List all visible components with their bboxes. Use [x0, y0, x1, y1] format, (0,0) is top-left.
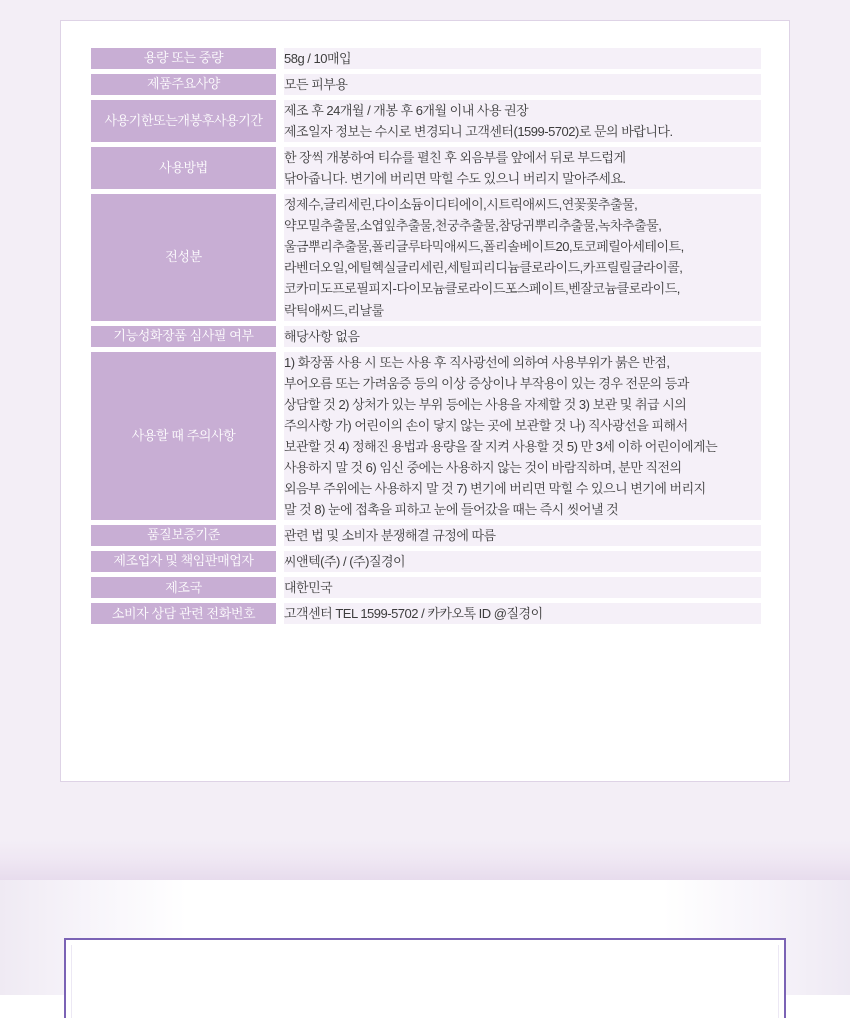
spec-value-line: 정제수,글리세린,다이소듐이디티에이,시트릭애씨드,연꽃꽃추출물,: [284, 197, 638, 213]
spec-row-label: 제조국: [91, 577, 276, 598]
spec-row-value: [284, 194, 761, 320]
product-spec-table: [91, 43, 761, 629]
spec-value-line: 제조일자 정보는 수시로 변경되니 고객센터(1599-5702)로 문의 바랍니다.: [284, 124, 673, 140]
spec-row-spacer: [276, 352, 284, 520]
spec-value-line: 주의사항 가) 어린이의 손이 닿지 않는 곳에 보관할 것 나) 직사광선을 피해서: [284, 417, 688, 433]
spec-value-line: 외음부 주위에는 사용하지 말 것 7) 변기에 버리면 막힐 수 있으니 변기에 버리지: [284, 480, 706, 496]
spec-value-line: 제조 후 24개월 / 개봉 후 6개월 이내 사용 권장: [284, 103, 529, 119]
spec-row-label: 사용방법: [91, 147, 276, 189]
spec-row-label: 제품주요사양: [91, 74, 276, 95]
spec-row-value: [284, 48, 761, 69]
spec-row: [91, 352, 761, 520]
spec-row: [91, 551, 761, 572]
spec-row-value: [284, 352, 761, 520]
spec-value-line: 1) 화장품 사용 시 또는 사용 후 직사광선에 의하여 사용부위가 붉은 반점,: [284, 354, 670, 370]
spec-value-line: 씨앤텍(주) / (주)질경이: [284, 554, 406, 570]
spec-row-spacer: [276, 603, 284, 624]
spec-row: [91, 147, 761, 189]
spec-row-value: [284, 147, 761, 189]
spec-row-value: [284, 525, 761, 546]
spec-row-value: [284, 326, 761, 347]
spec-value-line: 관련 법 및 소비자 분쟁해결 규정에 따름: [284, 527, 496, 543]
bottom-framed-box-inner: [71, 945, 779, 1018]
spec-row-value: [284, 603, 761, 624]
spec-row-value: [284, 577, 761, 598]
spec-row-value: [284, 551, 761, 572]
spec-row-spacer: [276, 577, 284, 598]
spec-row: [91, 603, 761, 624]
spec-row-spacer: [276, 74, 284, 95]
spec-value-line: 보관할 것 4) 정해진 용법과 용량을 잘 지켜 사용할 것 5) 만 3세 이하 어린이에게는: [284, 438, 718, 454]
spec-value-line: 상담할 것 2) 상처가 있는 부위 등에는 사용을 자제할 것 3) 보관 및 취급 시의: [284, 396, 687, 412]
spec-row-value: [284, 100, 761, 142]
spec-row-spacer: [276, 525, 284, 546]
spec-row-spacer: [276, 551, 284, 572]
spec-value-line: 라벤더오일,에틸헥실글리세린,세틸피리디늄클로라이드,카프릴릴글라이콜,: [284, 260, 683, 276]
spec-value-line: 대한민국: [284, 580, 333, 596]
spec-row-spacer: [276, 326, 284, 347]
spec-value-line: 락틱애씨드,리날룰: [284, 302, 384, 318]
spec-value-line: 해당사항 없음: [284, 328, 360, 344]
spec-row-label: 전성분: [91, 194, 276, 320]
spec-value-line: 말 것 8) 눈에 접촉을 피하고 눈에 들어갔을 때는 즉시 씻어낼 것: [284, 501, 619, 517]
spec-value-line: 모든 피부용: [284, 77, 348, 93]
spec-row-label: 용량 또는 중량: [91, 48, 276, 69]
spec-row: [91, 326, 761, 347]
spec-value-line: 울금뿌리추출물,폴리글루타믹애씨드,폴리솔베이트20,토코페릴아세테이트,: [284, 239, 684, 255]
spec-row-label: 소비자 상담 관련 전화번호: [91, 603, 276, 624]
spec-row-spacer: [276, 48, 284, 69]
spec-row-label: 사용기한또는개봉후사용기간: [91, 100, 276, 142]
spec-table-card: [60, 20, 790, 782]
spec-row-label: 제조업자 및 책임판매업자: [91, 551, 276, 572]
spec-value-line: 부어오름 또는 가려움증 등의 이상 증상이나 부작용이 있는 경우 전문의 등과: [284, 375, 689, 391]
spec-value-line: 58g / 10매입: [284, 51, 352, 66]
spec-row-spacer: [276, 194, 284, 320]
spec-value-line: 약모밀추출물,소엽잎추출물,천궁추출물,참당귀뿌리추출물,녹차추출물,: [284, 218, 662, 234]
spec-value-line: 고객센터 TEL 1599-5702 / 카카오톡 ID @질경이: [284, 606, 543, 622]
spec-value-line: 사용하지 말 것 6) 임신 중에는 사용하지 않는 것이 바람직하며, 분만 직전의: [284, 459, 682, 475]
spec-row: [91, 100, 761, 142]
spec-row-label: 품질보증기준: [91, 525, 276, 546]
spec-row: [91, 194, 761, 320]
spec-row-spacer: [276, 100, 284, 142]
spec-row: [91, 74, 761, 95]
bottom-framed-box: [64, 938, 786, 1018]
spec-value-line: 한 장씩 개봉하여 티슈를 펼친 후 외음부를 앞에서 뒤로 부드럽게: [284, 150, 626, 166]
spec-row-label: 사용할 때 주의사항: [91, 352, 276, 520]
spec-value-line: 닦아줍니다. 변기에 버리면 막힐 수도 있으니 버리지 말아주세요.: [284, 171, 626, 187]
spec-row-label: 기능성화장품 심사필 여부: [91, 326, 276, 347]
spec-value-line: 코카미도프로필피지-다이모늄클로라이드포스페이트,벤잘코늄클로라이드,: [284, 281, 680, 297]
spec-row-value: [284, 74, 761, 95]
spec-row: [91, 577, 761, 598]
spec-row: [91, 48, 761, 69]
spec-row: [91, 525, 761, 546]
spec-row-spacer: [276, 147, 284, 189]
